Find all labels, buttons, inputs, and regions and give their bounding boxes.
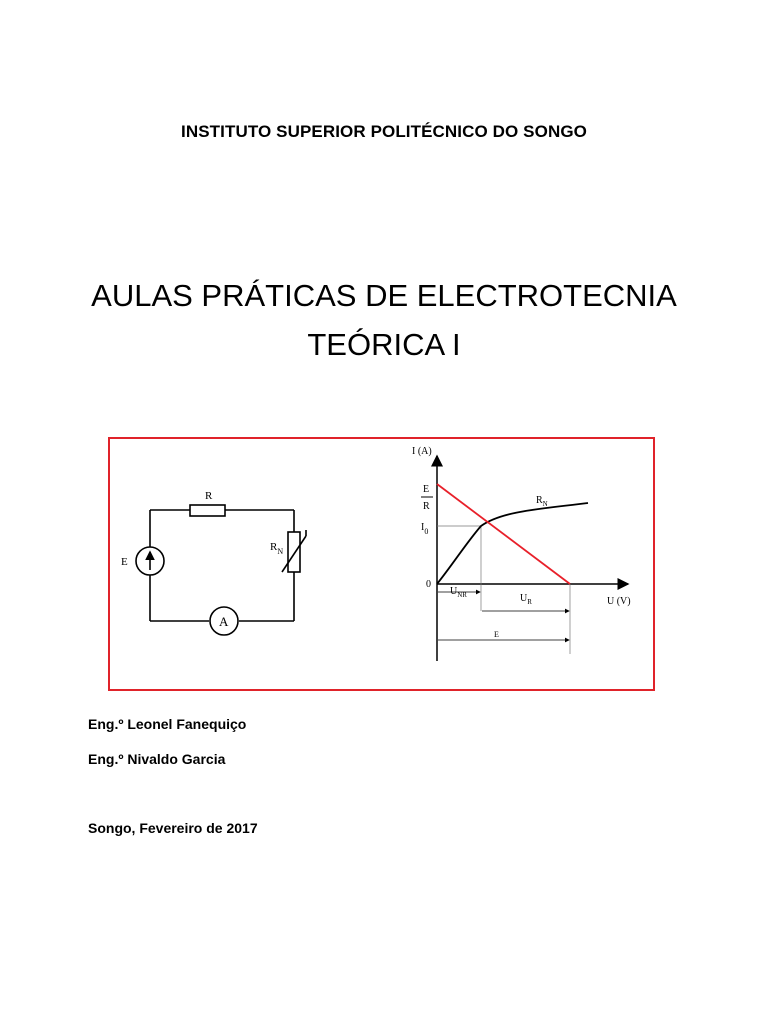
nonlinear-label: $R_N$ bbox=[270, 541, 284, 556]
institute-name: INSTITUTO SUPERIOR POLITÉCNICO DO SONGO bbox=[181, 122, 587, 141]
curve-label: $R_N$ bbox=[536, 495, 548, 508]
place-date: Songo, Fevereiro de 2017 bbox=[88, 820, 258, 836]
title-line-2: TEÓRICA I bbox=[307, 327, 461, 362]
fraction-numerator: E bbox=[423, 484, 430, 495]
graph-labels bbox=[412, 446, 631, 639]
figure-frame bbox=[108, 437, 655, 691]
unr-label: $U_{NR}$ bbox=[450, 586, 467, 599]
nonlinear-resistor bbox=[288, 532, 300, 572]
origin-label: 0 bbox=[426, 579, 431, 590]
i0-label: $I_0$ bbox=[421, 522, 429, 536]
resistor-r bbox=[190, 505, 225, 516]
load-line bbox=[437, 484, 570, 584]
title-line-1: AULAS PRÁTICAS DE ELECTROTECNIA bbox=[91, 278, 677, 313]
rn-characteristic-curve bbox=[437, 503, 588, 584]
circuit-figure bbox=[110, 439, 657, 693]
e-label: E bbox=[494, 630, 499, 639]
source-label: E bbox=[121, 556, 128, 568]
y-axis-label: I (A) bbox=[412, 446, 432, 457]
iu-graph bbox=[421, 456, 628, 661]
author-2: Eng.º Nivaldo Garcia bbox=[88, 751, 226, 767]
fraction-denominator: R bbox=[423, 501, 430, 512]
ur-label: $U_R$ bbox=[520, 593, 532, 606]
resistor-label: R bbox=[205, 490, 213, 502]
author-1: Eng.º Leonel Fanequiço bbox=[88, 716, 247, 732]
x-axis-label: U (V) bbox=[607, 596, 631, 607]
ammeter-label: A bbox=[219, 614, 229, 629]
